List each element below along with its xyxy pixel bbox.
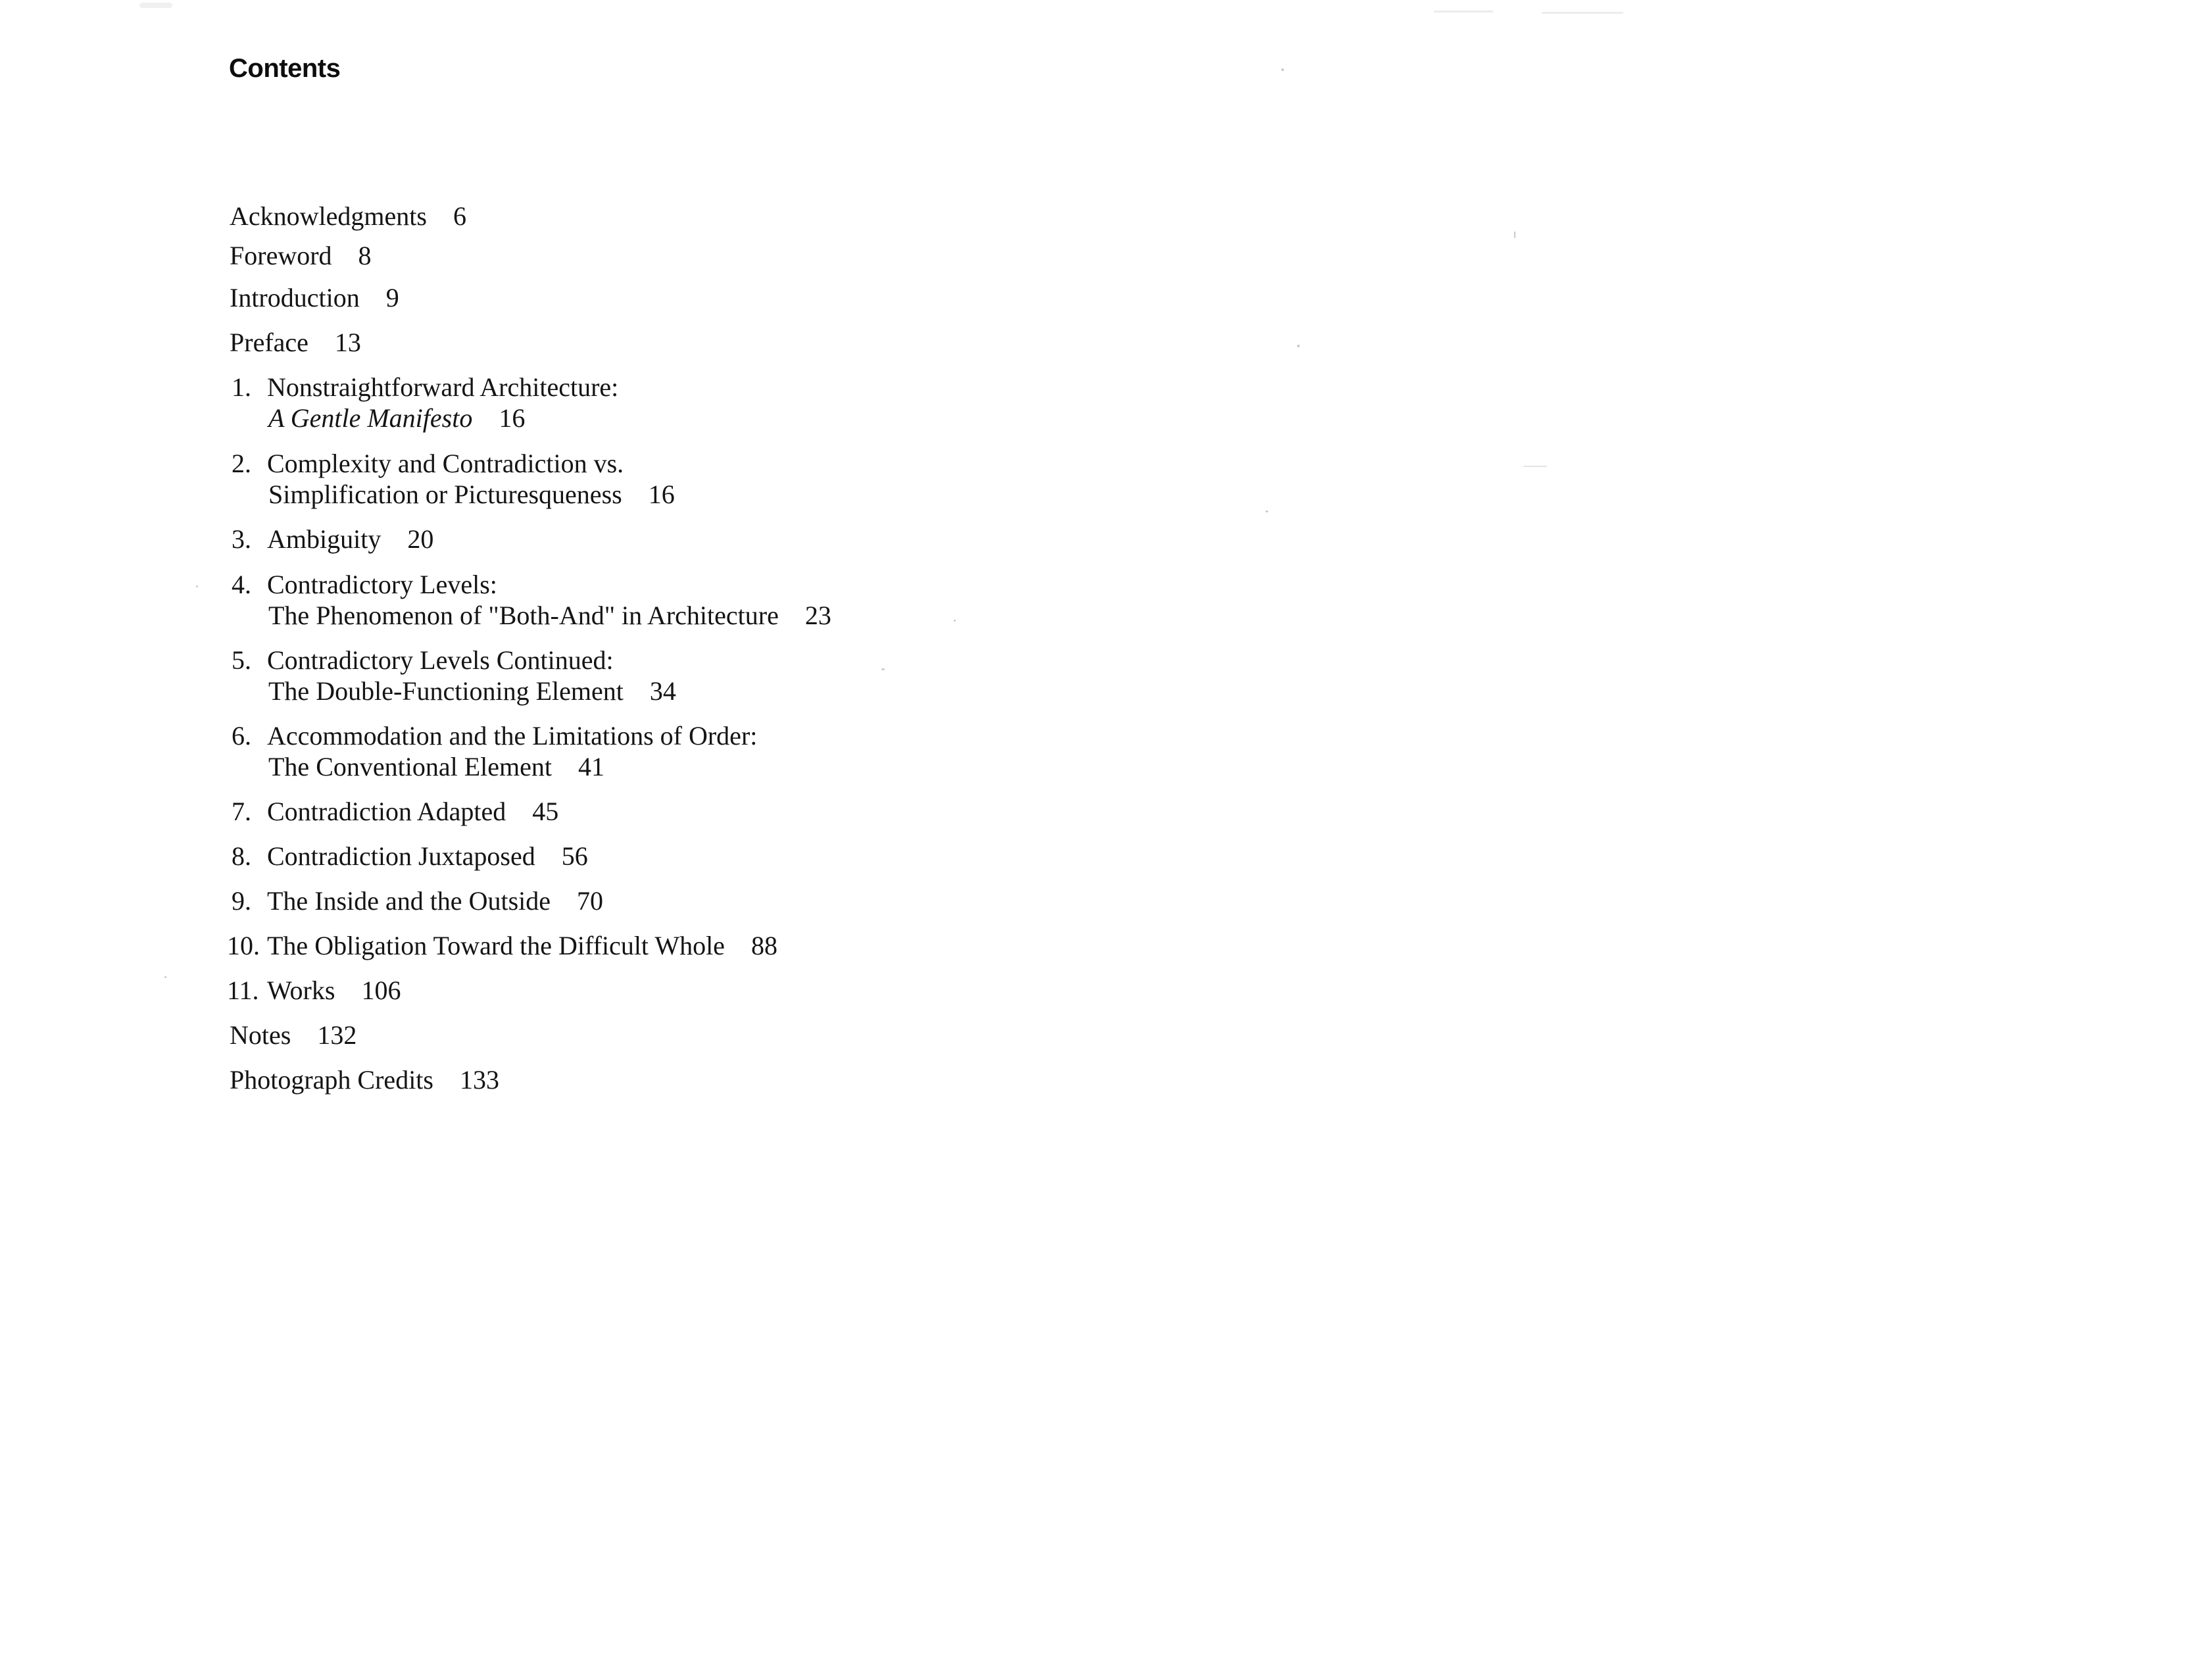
scan-speck <box>1281 68 1284 71</box>
scan-speck <box>1514 232 1515 238</box>
toc-entry-number: 3. <box>232 524 251 554</box>
scan-speck <box>1297 345 1300 347</box>
toc-entry-number: 10. <box>227 931 260 960</box>
toc-entry-title: Contradiction Juxtaposed <box>267 841 535 871</box>
toc-entry-page: 45 <box>532 797 559 826</box>
toc-entry-page: 8 <box>358 241 372 270</box>
toc-entry-title: Preface <box>230 328 308 357</box>
toc-entry-title: Works <box>267 976 335 1005</box>
toc-entry-subtitle: The Conventional Element <box>268 752 552 781</box>
toc-entry-title: Accommodation and the Limitations of Order: <box>267 721 758 751</box>
toc-entry-introduction <box>230 283 399 313</box>
toc-entry-subtitle: Simplification or Picturesqueness <box>268 480 622 509</box>
scan-speck <box>1434 11 1493 12</box>
scan-speck <box>954 620 956 622</box>
toc-entry-chapter-1 <box>232 372 618 403</box>
toc-entry-title: Nonstraightforward Architecture: <box>267 372 619 402</box>
toc-entry-chapter-4-subtitle <box>268 601 831 631</box>
toc-entry-number: 11. <box>227 976 259 1005</box>
toc-entry-page: 20 <box>407 524 434 554</box>
scan-speck <box>139 3 172 8</box>
toc-entry-chapter-5 <box>232 645 614 676</box>
toc-entry-title: Complexity and Contradiction vs. <box>267 449 624 478</box>
toc-entry-chapter-2 <box>232 449 624 479</box>
toc-entry-chapter-10 <box>227 931 777 961</box>
toc-entry-title: Acknowledgments <box>230 201 427 231</box>
toc-entry-subtitle: The Phenomenon of "Both-And" in Architecture <box>268 601 779 630</box>
scan-speck <box>1542 12 1623 14</box>
toc-entry-number: 2. <box>232 449 251 478</box>
toc-entry-page: 106 <box>361 976 401 1005</box>
toc-entry-title: Photograph Credits <box>230 1065 433 1095</box>
toc-entry-title: Notes <box>230 1020 291 1050</box>
toc-entry-chapter-5-subtitle <box>268 676 676 706</box>
toc-entry-notes <box>230 1020 357 1050</box>
toc-entry-page: 16 <box>648 480 675 509</box>
toc-entry-page: 41 <box>578 752 604 781</box>
toc-entry-page: 132 <box>317 1020 357 1050</box>
toc-entry-page: 16 <box>499 403 526 433</box>
toc-entry-chapter-8 <box>232 841 588 872</box>
toc-entry-page: 88 <box>750 931 777 960</box>
toc-entry-number: 5. <box>232 645 251 675</box>
toc-entry-chapter-3 <box>232 524 433 555</box>
toc-entry-page: 6 <box>453 201 466 231</box>
scan-speck <box>164 976 166 978</box>
scan-speck <box>196 585 198 587</box>
toc-entry-chapter-1-subtitle <box>268 403 525 433</box>
toc-entry-title: The Inside and the Outside <box>267 886 551 916</box>
toc-entry-number: 8. <box>232 841 251 871</box>
toc-entry-page: 56 <box>561 841 588 871</box>
toc-entry-title: Contradiction Adapted <box>267 797 506 826</box>
toc-entry-photograph-credits <box>230 1065 499 1095</box>
toc-entry-preface <box>230 328 361 358</box>
toc-entry-subtitle: A Gentle Manifesto <box>268 403 473 433</box>
toc-entry-chapter-11 <box>227 976 401 1006</box>
toc-entry-page: 13 <box>334 328 361 357</box>
toc-entry-title: Contradictory Levels Continued: <box>267 645 614 675</box>
toc-entry-page: 70 <box>577 886 603 916</box>
toc-entry-subtitle: The Double-Functioning Element <box>268 676 624 706</box>
toc-entry-chapter-4 <box>232 570 497 600</box>
toc-entry-title: Contradictory Levels: <box>267 570 497 599</box>
toc-entry-chapter-9 <box>232 886 603 916</box>
contents-heading: Contents <box>229 54 341 83</box>
toc-entry-page: 9 <box>385 283 399 312</box>
toc-entry-page: 133 <box>459 1065 499 1095</box>
toc-entry-page: 23 <box>804 601 831 630</box>
toc-entry-title: Introduction <box>230 283 360 312</box>
scan-speck <box>1266 510 1268 512</box>
toc-entry-title: The Obligation Toward the Difficult Whole <box>267 931 725 960</box>
table-of-contents <box>0 0 1052 1184</box>
toc-entry-foreword <box>230 241 372 271</box>
toc-entry-number: 1. <box>232 372 251 402</box>
toc-entry-title: Ambiguity <box>267 524 381 554</box>
toc-entry-page: 34 <box>649 676 676 706</box>
toc-entry-number: 9. <box>232 886 251 916</box>
scan-speck <box>881 668 885 670</box>
toc-entry-chapter-6-subtitle <box>268 752 604 782</box>
toc-entry-number: 4. <box>232 570 251 599</box>
toc-entry-acknowledgments <box>230 201 466 232</box>
toc-entry-chapter-7 <box>232 797 558 827</box>
toc-entry-number: 6. <box>232 721 251 751</box>
toc-entry-title: Foreword <box>230 241 332 270</box>
toc-entry-chapter-6 <box>232 721 757 751</box>
toc-entry-chapter-2-subtitle <box>268 480 675 510</box>
toc-entry-number: 7. <box>232 797 251 826</box>
scan-speck <box>1523 466 1547 467</box>
